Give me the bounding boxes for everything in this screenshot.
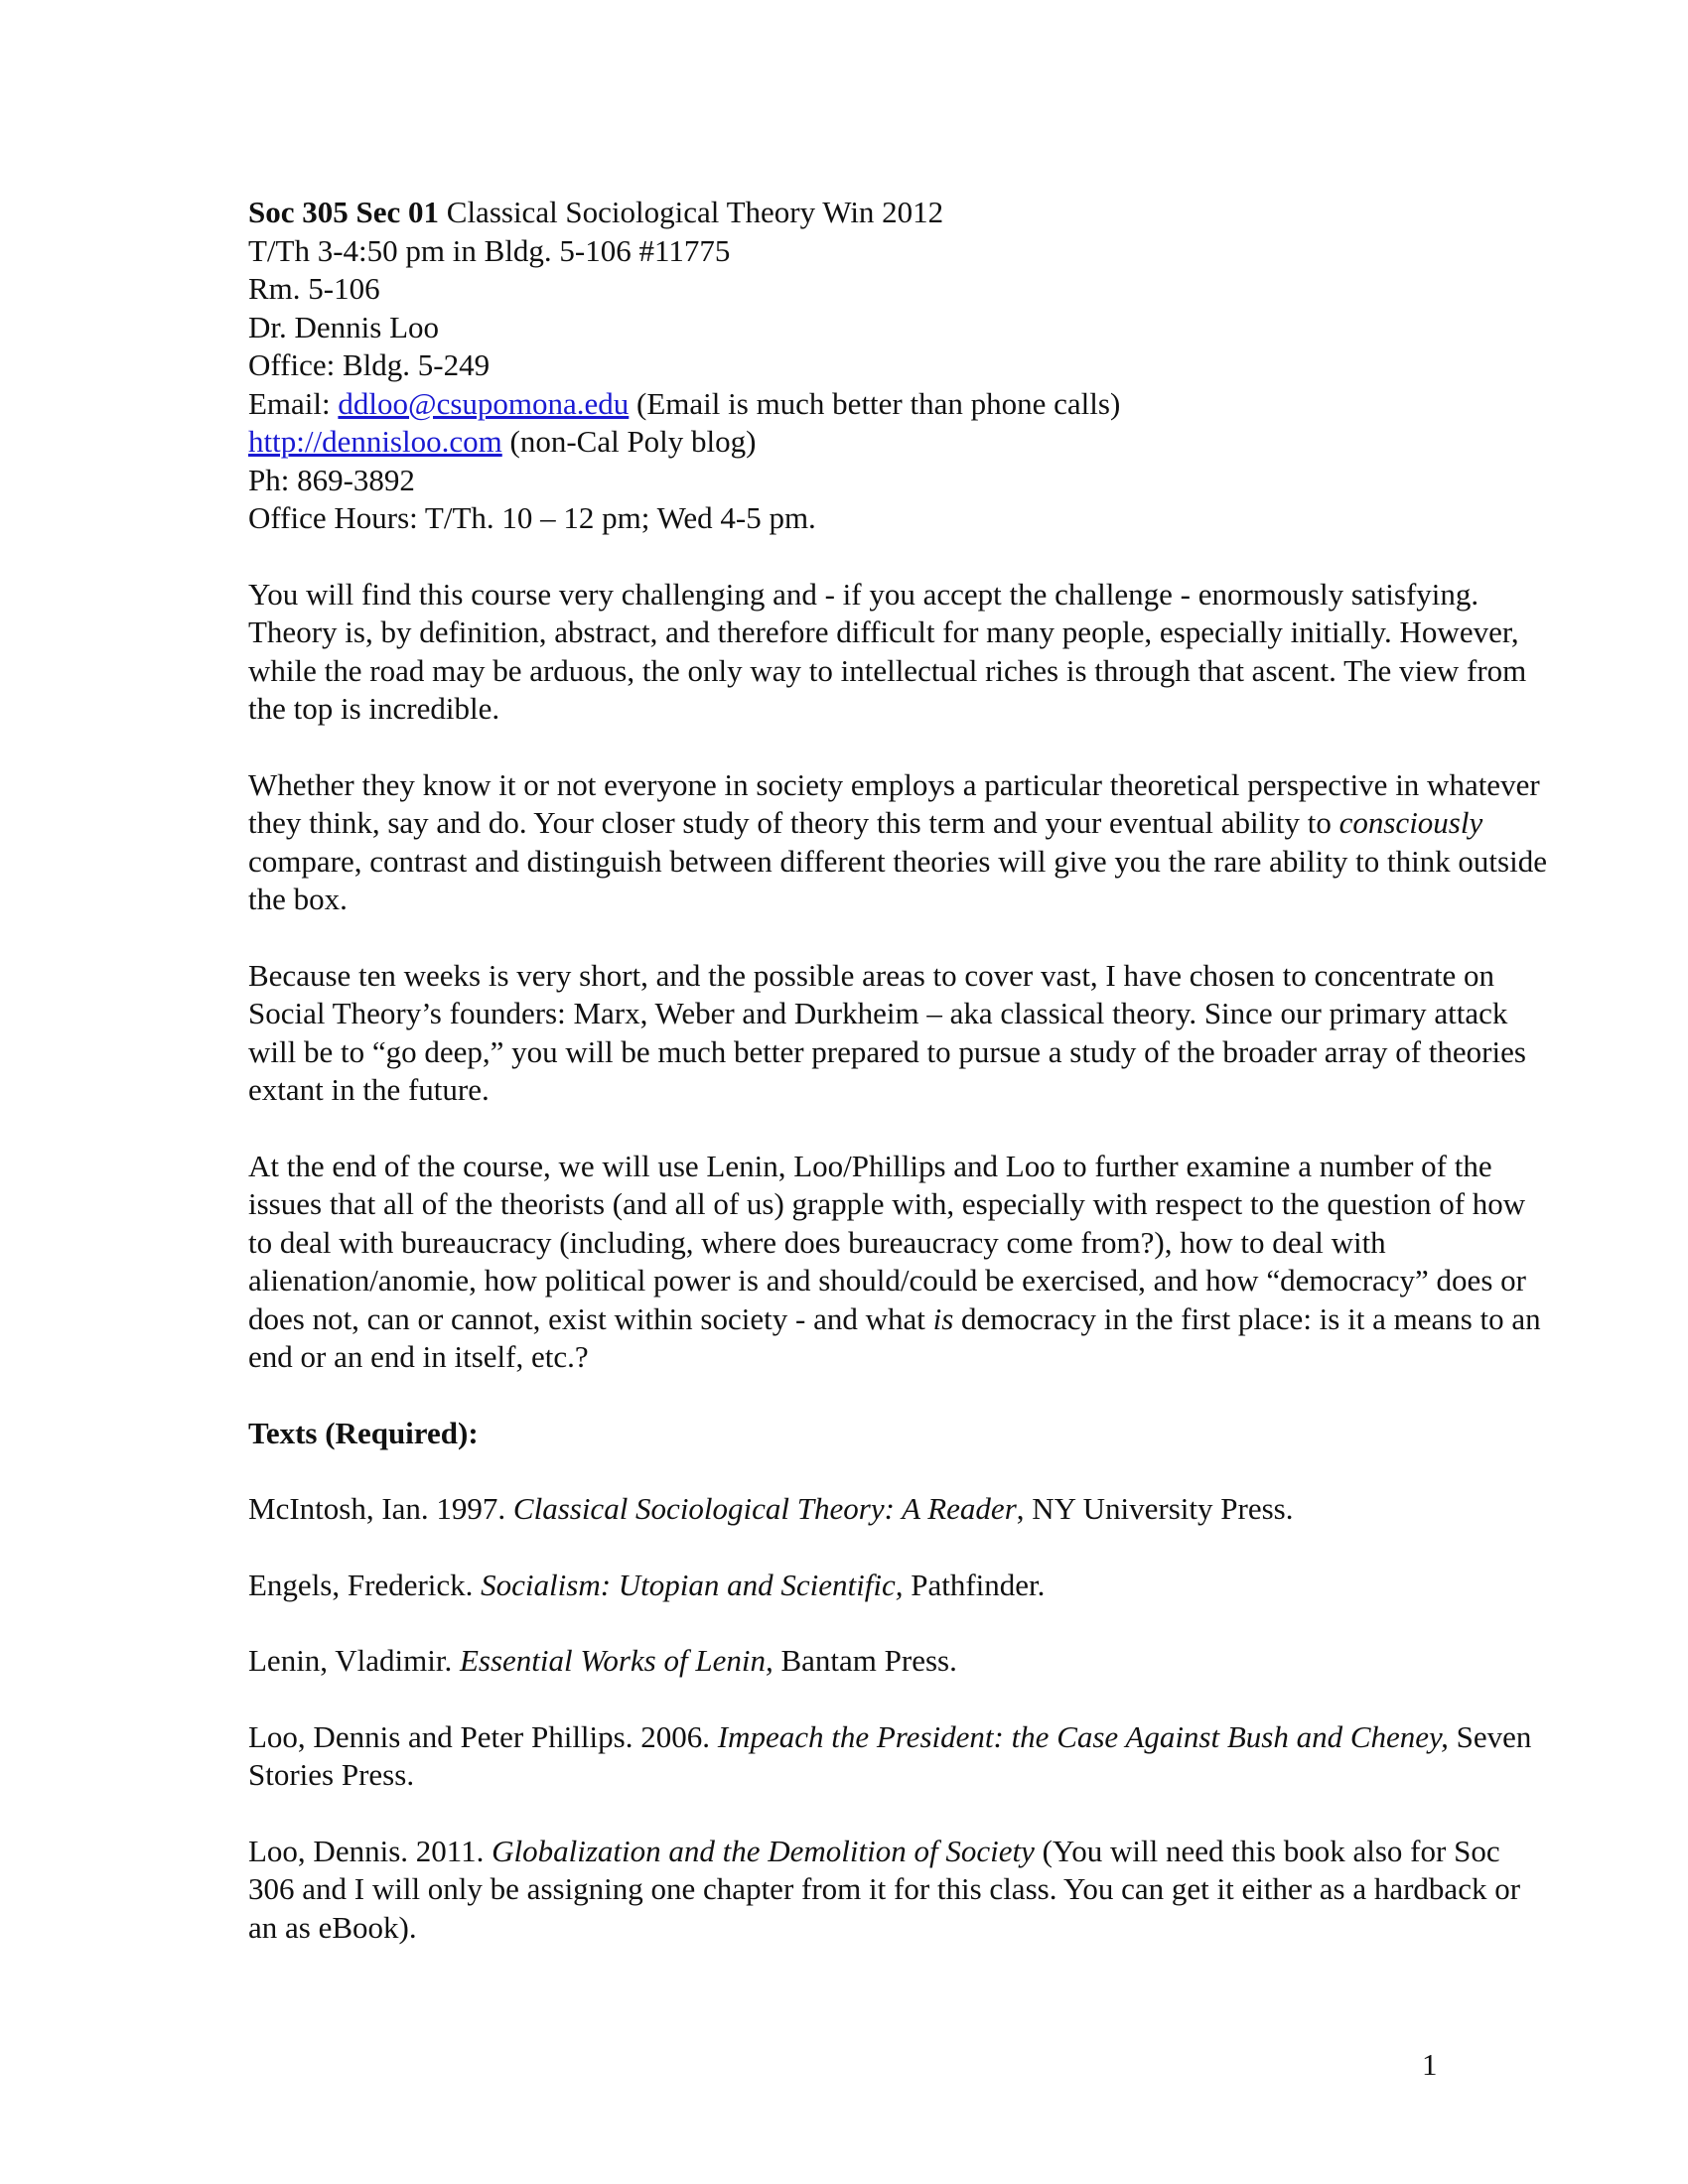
email-line — [248, 385, 1549, 424]
ref-author: Lenin, Vladimir. — [248, 1643, 460, 1678]
blog-line — [248, 423, 1549, 462]
text-reference-item — [248, 1490, 1549, 1529]
ref-title: Impeach the President: the Case Against Bush and Cheney, — [717, 1718, 1449, 1754]
ref-publisher: (You will need this book also for Soc 306 and I will only be assigning one chapter from it for this class. You can get it either as a hardback or an as eBook). — [248, 1833, 1521, 1945]
texts-heading: Texts (Required): — [248, 1415, 479, 1450]
email-link[interactable]: ddloo@csupomona.edu — [338, 385, 630, 421]
text-reference-item — [248, 1567, 1549, 1605]
p2-text-after: compare, contrast and distinguish between different theories will give you the rare ability to think outside the box. — [248, 843, 1547, 916]
blog-note: (non-Cal Poly blog) — [501, 424, 757, 459]
office-line: Office: Bldg. 5-249 — [248, 347, 491, 382]
ref-author: McIntosh, Ian. 1997. — [248, 1491, 513, 1526]
text-reference-item — [248, 1642, 1549, 1681]
p2-italic: consciously — [1338, 805, 1483, 840]
syllabus-page — [248, 194, 1549, 1947]
p4-italic: is — [932, 1300, 954, 1336]
ref-publisher: , NY University Press. — [1016, 1491, 1294, 1526]
page-number: 1 — [1422, 2047, 1438, 2082]
course-header — [248, 194, 1549, 538]
course-scope-paragraph: Because ten weeks is very short, and the possible areas to cover vast, I have chosen to concentrate on Social Theory’s founders: Marx, Weber and Durkheim – aka classical theory. Since our primary attack will be to “go deep,” you will be much better prepared to pursue a study of the broader array of theories extant in the future. — [248, 957, 1526, 1107]
intro-paragraph: You will find this course very challenging and - if you accept the challenge - enormously satisfying. Theory is, by definition, abstract, and therefore difficult for many people, especially initially. However, while the road may be arduous, the only way to intellectual riches is through that ascent. The view from the top is incredible. — [248, 576, 1527, 726]
ref-title: Globalization and the Demolition of Society — [492, 1833, 1035, 1868]
ref-author: Loo, Dennis. 2011. — [248, 1833, 492, 1868]
course-end-paragraph — [248, 1148, 1549, 1377]
course-code: Soc 305 Sec 01 — [248, 195, 440, 229]
ref-publisher: Bantam Press. — [773, 1643, 957, 1678]
blog-link[interactable]: http://dennisloo.com — [248, 424, 502, 459]
phone-line: Ph: 869-3892 — [248, 462, 415, 497]
ref-publisher: Pathfinder. — [903, 1567, 1046, 1602]
schedule-line: T/Th 3-4:50 pm in Bldg. 5-106 #11775 — [248, 232, 731, 268]
course-title-line — [248, 194, 1549, 232]
text-reference-item — [248, 1718, 1549, 1795]
instructor-line: Dr. Dennis Loo — [248, 309, 440, 344]
p4-text-before: At the end of the course, we will use Lenin, Loo/Phillips and Loo to further examine a number of the issues that all of the theorists (and all of us) grapple with, especially with respect to the question of how to deal with bureaucracy (including, where does bureaucracy come from?), how to deal with alienation/anomie, how political power is and should/could be exercised, and how “democracy” does or does not, can or cannot, exist within society - and what — [248, 1148, 1526, 1336]
ref-title: Classical Sociological Theory: A Reader — [512, 1491, 1017, 1526]
email-note: (Email is much better than phone calls) — [629, 385, 1121, 421]
ref-author: Engels, Frederick. — [248, 1567, 482, 1602]
ref-publisher: Seven Stories Press. — [248, 1718, 1532, 1792]
room-line: Rm. 5-106 — [248, 271, 380, 306]
ref-title: Essential Works of Lenin, — [459, 1643, 774, 1678]
course-title: Classical Sociological Theory Win 2012 — [439, 195, 944, 229]
ref-title: Socialism: Utopian and Scientific, — [481, 1567, 904, 1602]
email-label: Email: — [248, 385, 339, 421]
p4-text-after: democracy in the first place: is it a means to an end or an end in itself, etc.? — [248, 1300, 1541, 1374]
p2-text-before: Whether they know it or not everyone in society employs a particular theoretical perspective in whatever they think, say and do. Your closer study of theory this term and your eventual ability to — [248, 766, 1540, 840]
office-hours-line: Office Hours: T/Th. 10 – 12 pm; Wed 4-5 pm. — [248, 500, 816, 535]
ref-author: Loo, Dennis and Peter Phillips. 2006. — [248, 1718, 718, 1754]
theory-perspective-paragraph — [248, 766, 1549, 919]
text-reference-item — [248, 1833, 1549, 1948]
